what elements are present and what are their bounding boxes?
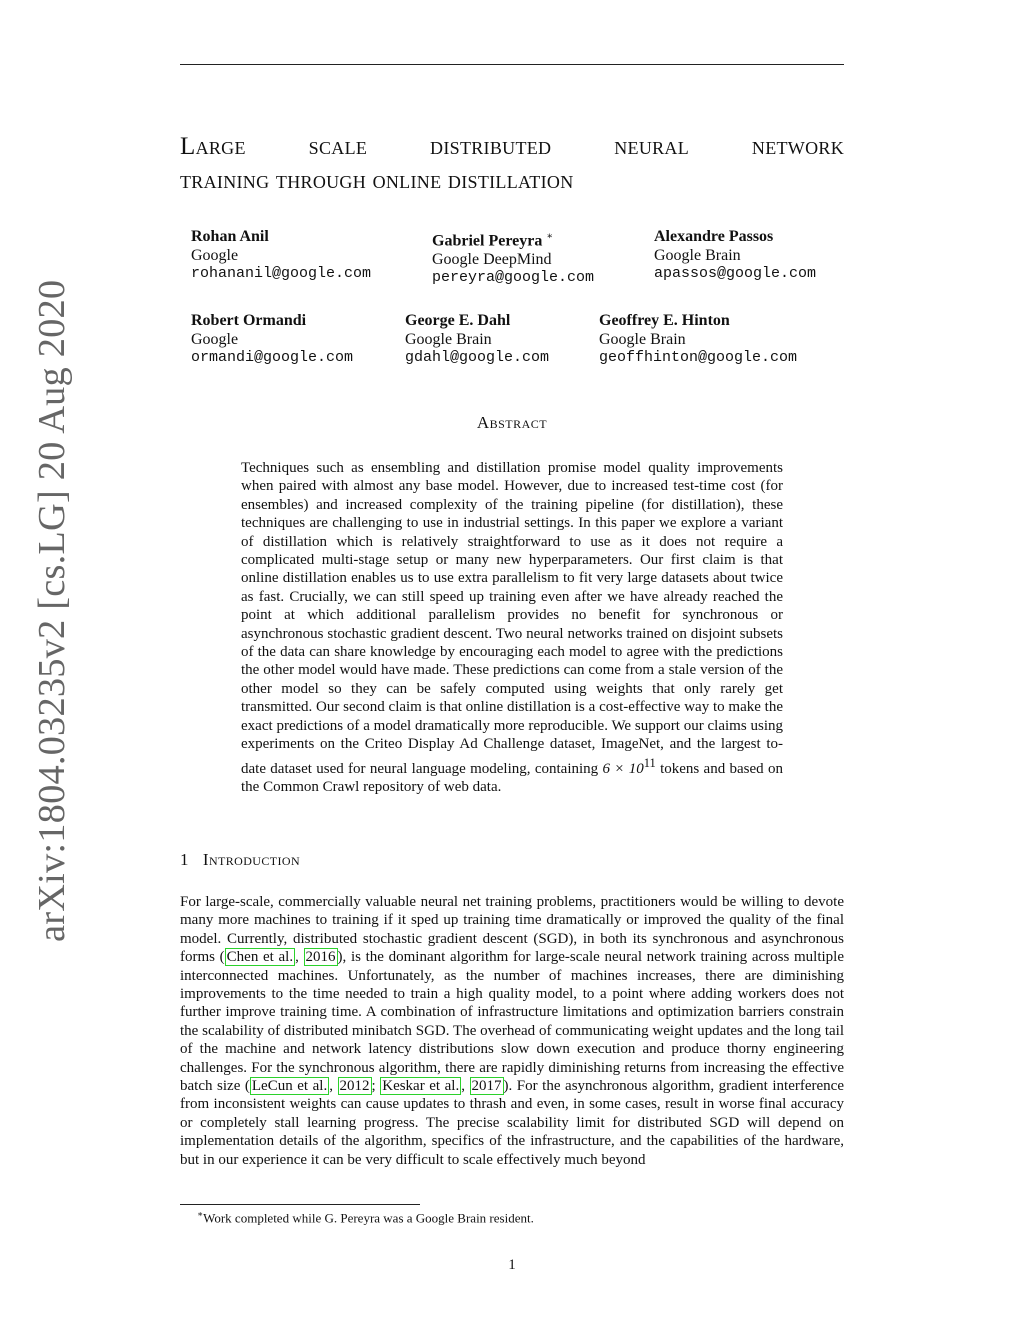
author-block	[405, 312, 549, 368]
author-block	[432, 228, 594, 288]
citation-link[interactable]: Keskar et al.	[382, 1078, 460, 1095]
footnote-mark: ∗	[197, 1209, 204, 1219]
footnote: ∗Work completed while G. Pereyra was a Google Brain resident.	[197, 1209, 534, 1226]
author-affiliation: Google Brain	[405, 330, 492, 348]
title-line-1: Large scale distributed neural network	[180, 133, 844, 160]
author-email[interactable]: rohananil@google.com	[191, 265, 372, 282]
top-rule	[180, 64, 844, 65]
author-email[interactable]: gdahl@google.com	[405, 349, 550, 366]
paper-title	[180, 130, 844, 198]
footnote-rule	[180, 1204, 420, 1205]
author-email[interactable]: ormandi@google.com	[191, 349, 354, 366]
abstract-heading: Abstract	[476, 413, 548, 432]
abstract-text: Techniques such as ensembling and distillation promise model quality improvements when paired with almost any base model. However, due to increased test-time cost (for ensembles) and increased complexity of the training pipeline (for distillation), these techniques are challenging to use in industrial settings. In this paper we explore a variant of distillation which is relatively straightforward to use as it does not require a complicated multi-stage setup or many new hyperparameters. Our first claim is that online distillation enables us to use extra parallelism to fit very large datasets about twice as fast. Crucially, we can still speed up training even after we have already reached the point at which additional parallelism provides no benefit for synchronous or asynchronous stochastic gradient descent. Two neural networks trained on disjoint subsets of the data can share knowledge by encouraging each model to agree with the predictions the other model would have made. These predictions can come from a stale version of the other model so they can be safely computed using weights that only rarely get transmitted. Our second claim is that online distillation is a cost-effective way to make the exact predictions of a model dramatically more reproducible. We support our claims using experiments on the Criteo Display Ad Challenge dataset, ImageNet, and the largest to-date dataset used for neural language modeling, containing $6 \times 10^{11}$ tokens and based on the Common Crawl repository of web data.	[241, 460, 783, 795]
author-name: George E. Dahl	[405, 312, 511, 329]
author-affiliation: Google DeepMind	[432, 250, 552, 268]
section-title: Introduction	[202, 850, 301, 869]
author-affiliation: Google Brain	[654, 246, 741, 264]
author-email[interactable]: pereyra@google.com	[432, 269, 595, 287]
author-block	[599, 312, 797, 368]
author-email[interactable]: geoffhinton@google.com	[599, 349, 798, 366]
section-number: 1	[180, 850, 189, 869]
citation-link[interactable]: 2012	[339, 1078, 370, 1095]
title-line-2: training through online distillation	[180, 167, 574, 194]
author-affiliation: Google	[191, 330, 239, 348]
author-affiliation: Google	[191, 246, 239, 264]
arxiv-identifier: arXiv:1804.03235v2 [cs.LG] 20 Aug 2020	[31, 279, 73, 942]
math-expression: $6 \times 10^{11}$	[602, 755, 656, 777]
author-name: Alexandre Passos	[654, 228, 774, 245]
citation-link[interactable]: 2017	[471, 1078, 502, 1095]
section-heading-introduction	[180, 850, 300, 870]
author-block	[654, 228, 816, 284]
citation-link[interactable]: LeCun et al.	[251, 1078, 328, 1095]
citation-link[interactable]: 2016	[305, 949, 336, 966]
author-name: Geoffrey E. Hinton	[599, 312, 730, 329]
author-name: Rohan Anil	[191, 228, 269, 245]
citation-link[interactable]: Chen et al.	[226, 949, 294, 966]
author-name: Gabriel Pereyra ∗	[432, 231, 554, 250]
introduction-text: For large-scale, commercially valuable neural net training problems, practitioners would be willing to devote many more machines to training if it sped up training time dramatically or improved the quality of the final model. Currently, distributed stochastic gradient descent (SGD), in both its synchronous and asynchronous forms ( Chen et al. , 2016 ), is the dominant algorithm for large-scale neural network training across multiple interconnected machines. Unfortunately, as the number of machines increases, there are diminishing improvements to the time needed to train a high quality model, to a point where adding workers does not further improve training time. A combination of infrastructure limitations and optimization barriers constrain the scalability of distributed minibatch SGD. The overhead of communicating weight updates and the long tail of the machine and network latency distributions slow down execution and produce thorny engineering challenges. For the synchronous algorithm, there are rapidly diminishing returns from increasing the effective batch size ( LeCun et al. , 2012 ; Keskar et al. , 2017 ). For the asynchronous algorithm, gradient interference from inconsistent weights can cause updates to thrash and even, in some cases, result in worse final accuracy or completely stall learning progress. The precise scalability limit for distributed SGD will depend on implementation details of the algorithm, specifics of the infrastructure, and the capabilities of the hardware, but in our experience it can be very difficult to scale effectively much beyond	[180, 894, 844, 1168]
footnote-marker[interactable]: ∗	[546, 231, 554, 242]
page-number: 1	[508, 1257, 516, 1273]
author-block	[191, 312, 353, 368]
author-block	[191, 228, 371, 284]
author-affiliation: Google Brain	[599, 330, 686, 348]
author-name: Robert Ormandi	[191, 312, 307, 329]
author-email[interactable]: apassos@google.com	[654, 265, 817, 282]
